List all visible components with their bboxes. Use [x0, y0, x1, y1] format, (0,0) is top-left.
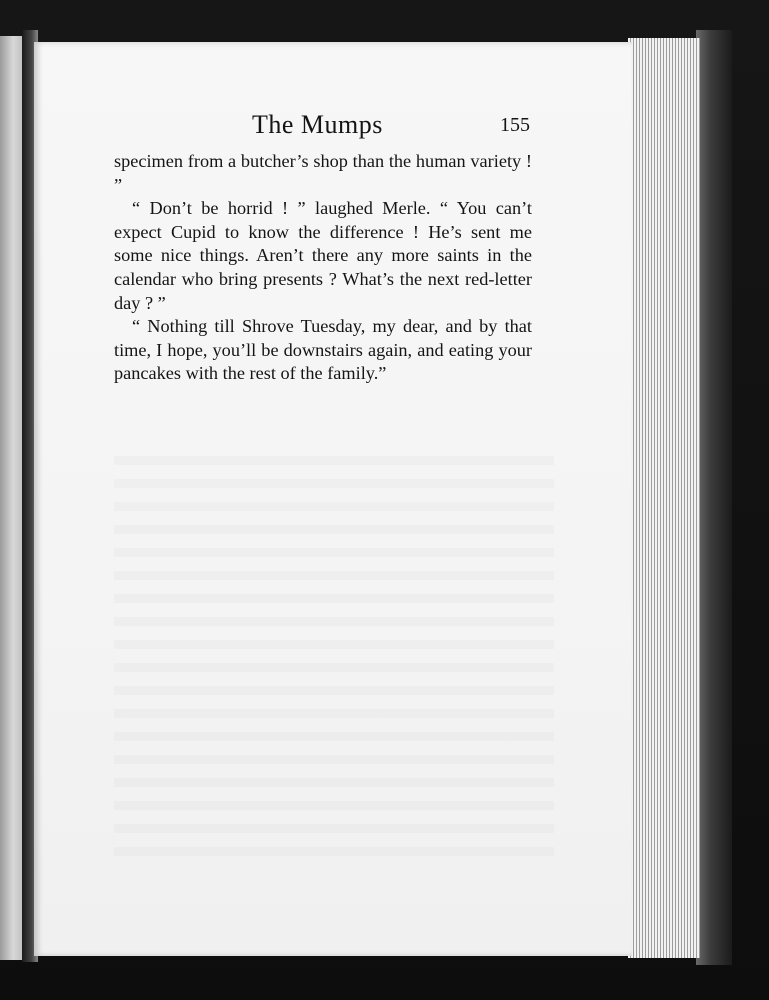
paragraph: “ Nothing till Shrove Tuesday, my dear, and by that time, I hope, you’ll be downstairs again, and eating your pancakes with the rest of the family.” [114, 316, 532, 384]
page-number: 155 [500, 114, 530, 136]
page-block-edges [628, 38, 700, 958]
paragraph: specimen from a butcher’s shop than the human variety ! ” [114, 151, 532, 195]
show-through-texture [114, 442, 554, 862]
body-text [114, 150, 532, 386]
previous-page-edge [0, 36, 24, 960]
paragraph: “ Don’t be horrid ! ” laughed Merle. “ You can’t expect Cupid to know the difference ! He’s sent me some nice things. Aren’t there any more saints in the calendar who bring presents ? What’s the next red-letter day ? ” [114, 198, 532, 313]
chapter-title: The Mumps [252, 110, 383, 139]
book-cover-edge [696, 30, 732, 965]
running-head [114, 110, 532, 142]
book-page [34, 42, 632, 956]
